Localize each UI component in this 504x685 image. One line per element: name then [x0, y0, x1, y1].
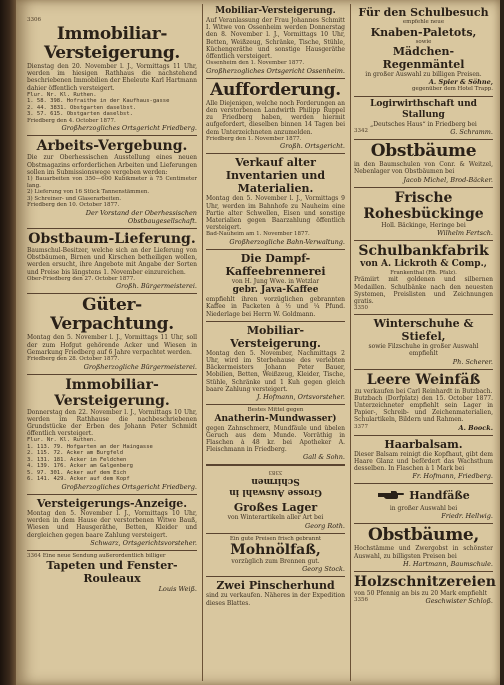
- ad-schulbankfabrik: [354, 241, 493, 315]
- ad-signature: Louis Weiß.: [158, 585, 197, 594]
- ad-body: von Winterartikeln aller Art bei: [227, 514, 324, 522]
- column-left: [24, 4, 200, 681]
- ad-holzschnitzereien: [354, 572, 496, 608]
- ad-place: Frankenthal (Rh. Pfalz).: [390, 269, 457, 276]
- ad-body: Alle Diejenigen, welche noch Forderungen an den verstorbenen Landwirth Philipp Ruppel zu Friedberg haben, werden hiermit aufgefordert, dieselben binnen 14 Tagen bei dem Unterzeichneten anzumelden.: [206, 99, 345, 136]
- ad-body: sind zu verkaufen. Näheres in der Expedition dieses Blattes.: [206, 592, 345, 607]
- ad-signature: Großherzogliches Ortsgericht Ossenheim.: [206, 66, 345, 75]
- ad-title: Die Dampf-Kaffeebrennerei: [225, 252, 326, 279]
- ad-title: Mobiliar-Versteigerung.: [215, 6, 336, 16]
- ad-mid: sowie: [415, 38, 432, 45]
- ad-signature: Gall & Sohn.: [303, 453, 345, 462]
- ad-leere-weinfaess: [354, 370, 493, 436]
- ad-title: Leere Weinfäß: [366, 371, 481, 388]
- ad-signature: Schwarz, Ortsgerichtsvorsteher.: [90, 538, 197, 547]
- ad-obstbaeume-1: [354, 140, 493, 187]
- ad-signature: Großherzogliche Bahn-Verwaltung.: [229, 238, 345, 247]
- ad-item: Knaben-Paletots,: [370, 25, 477, 39]
- ad-body: Montag den 5. November, Nachmittags 2 Uhr, wird im Sterbehause des verlebten Bäckermeisters Johann Peter Bauer, Mobilien, Betten, Weißzeug, Kleider, Tische, Stühle, Schränke und 1 Kuh gegen gleich baare Zahlung versteigert.: [206, 349, 345, 393]
- ad-rohesbueckinge: [354, 188, 493, 241]
- ad-title: Zwei Pinscherhund: [216, 579, 335, 593]
- ad-mobiliar-versteigerung-2: [206, 322, 345, 405]
- ad-title: Großes Lager: [233, 501, 318, 515]
- ad-signature: J. Hofmann, Ortsvorsteher.: [256, 393, 345, 402]
- ad-title: Aufforderung.: [210, 79, 341, 100]
- ad-winterschuhe: [354, 315, 493, 369]
- ad-item: 1) Bauarbeiten von 350—600 Kubikmeter à 75 Centimeter lang.: [27, 176, 197, 189]
- ad-title: Obstbäume: [370, 141, 477, 162]
- ad-title: Obstbaum-Lieferung.: [28, 230, 196, 247]
- ad-haarbalsam: [354, 436, 493, 485]
- ad-title: Schulbankfabrik: [358, 242, 489, 259]
- ad-title: Mohnölfaß,: [230, 542, 321, 559]
- ad-date: Friedberg den 4. October 1877.: [27, 117, 116, 124]
- ad-signature: Großherzogliches Ortsgericht Friedberg.: [61, 482, 197, 491]
- ad-title: Güter-Verpachtung.: [50, 295, 174, 335]
- ad-body: sowie Filzschuhe in großer Auswahl empfiehlt: [368, 343, 479, 358]
- lot-line: 2. 44. 3831. Obstgarten daselbst.: [27, 104, 137, 111]
- ad-signature: Jacob Michel, Brod-Bäcker.: [403, 175, 493, 184]
- ad-title: Obstbäume,: [367, 525, 480, 546]
- ad-intro: Bestes Mittel gegen: [247, 407, 304, 414]
- ad-signature: Wilhelm Fertsch.: [436, 228, 493, 237]
- ad-subtitle: von H. Jung Wwe. in Wetzlar: [231, 278, 320, 286]
- ad-verkauf-inventarien: [206, 154, 345, 250]
- ad-body: Montag den 5. November l. J., Vormittags 11 Uhr, soll der zum Hofgut gehörende Acker und Wiesen in Gemarkung Friedberg auf 6 Jahre verpachtet werden.: [27, 334, 197, 356]
- ad-item: 3) Schreiner- und Glaserarbeiten.: [27, 195, 122, 202]
- ad-mohnoel: [206, 534, 345, 578]
- ad-title: Immobiliar-Versteigerung.: [43, 24, 181, 63]
- lot-line: 4. 139. 176. Acker am Galgenberg: [27, 463, 133, 470]
- ad-body: Auf Veranlassung der Frau Johannes Schmitt I. Witwe von Ossenheim werden Donnerstag den 8. November l. J., Vormittags 10 Uhr, Betten, Weißzeug, Schränke, Tische, Stühle, Küchengeräthe und sonstige Hausgeräthe öffentlich versteigert.: [206, 17, 345, 61]
- ad-title: Anatherin-Mundwasser): [214, 413, 337, 424]
- ad-upside-down: [206, 465, 345, 499]
- ad-versteigerungs-anzeige: [27, 495, 197, 551]
- ad-arbeits-vergebung: [27, 136, 197, 229]
- ad-title: Für den Schulbesuch: [358, 6, 489, 19]
- ad-number: 3342: [354, 128, 368, 135]
- ad-body: Die zur Oberhessischen Ausstellung eines neuen Obstmagazins erforderlichen Arbeiten und Lieferungen sollen im Submissionswege vergeben werden:: [27, 154, 197, 176]
- lot-line: 1. 58. 398. Hofraithe in der Kaufhaus-gasse: [27, 98, 170, 105]
- ad-number: 3350: [354, 305, 368, 312]
- ad-body: von 50 Pfennig an bis zu 20 Mark empfiehlt: [354, 589, 488, 597]
- lot-line: 3. 57. 615. Obstgarten daselbst.: [27, 111, 133, 118]
- ad-intro-text: Eine neue Sendung außerordentlich billiger: [42, 552, 166, 559]
- ad-title: Handfäße: [409, 489, 470, 503]
- column-right: [350, 4, 496, 681]
- ad-title: Tapeten und Fenster-Rouleaux: [46, 559, 178, 586]
- ad-signature: Ph. Scherer.: [452, 357, 493, 366]
- ad-item: Mädchen-Regenmäntel: [382, 45, 465, 72]
- ad-signature: G. Schramm.: [450, 128, 493, 137]
- ad-body: Prämiirt mit goldenen und silbernen Medaillen. Schulbänke nach den neuesten Systemen, Preislisten und Zeichnungen gratis.: [354, 276, 493, 305]
- ad-number: 3306: [27, 17, 41, 23]
- ad-number: 3364: [27, 552, 41, 559]
- ad-signature: Großh. Bürgermeisterei.: [115, 282, 197, 291]
- ad-intro: [27, 553, 197, 560]
- ad-body-2: Butzbach (Dorfplatz) den 15. October 1877. Unterzeichneter empfiehlt sein Lager in Papier-, Schreib- und Zeichenmaterialien, Schulartikeln, Bildern und Rahmen.: [354, 394, 493, 424]
- lot-line: Flur. Nr. Kl. Ruthen.: [27, 91, 97, 98]
- ad-subtitle: von A. Lickroth & Comp.,: [360, 258, 487, 269]
- ad-title: Holzschnitzereien: [354, 573, 496, 590]
- lot-line: 2. 115. 72. Acker am Burgfeld: [27, 450, 124, 457]
- ad-body: in den Baumschulen von Conr. & Weitzel, Nebenlager von Obstbäumen bei: [354, 161, 493, 176]
- ad-date: Bad-Nauheim am 1. November 1877.: [206, 231, 310, 238]
- ad-date: Ober-Friedberg den 27. October 1877.: [27, 275, 135, 282]
- ad-title: Winterschuhe & Stiefel,: [373, 317, 474, 344]
- ad-body: Baumschul-Besitzer, welche sich an der Lieferung von Obstbäumen, Birnen und Kirschen betheiligen wollen, werden ersucht, ihre Angebote mit Angabe der Sorten und Preise bis längstens 1. November einzureichen.: [27, 246, 197, 276]
- book-binding: [0, 0, 16, 685]
- ad-body: „Deutsches Haus“ in Friedberg bei: [370, 120, 477, 128]
- ad-signature: Fr. Hofmann, Friedberg.: [412, 472, 493, 481]
- ad-signature: Geschwister Schloß.: [425, 597, 493, 606]
- ad-body: Dieser Balsam reinigt die Kopfhaut, gibt dem Haare Glanz und befördert das Wachsthum desselben. In Flaschen à 1 Mark bei: [354, 450, 493, 473]
- ad-immobiliar-versteigerung-1: [27, 4, 197, 136]
- ad-signature: Großherzogliche Bürgermeisterei.: [83, 362, 197, 371]
- ad-gueter-verpachtung: [27, 294, 197, 374]
- ad-number: 3377: [354, 423, 368, 430]
- ad-handfaesse: [354, 484, 493, 524]
- ad-anatherin: [206, 405, 345, 465]
- ad-title: Frische Rohesbückinge: [363, 189, 484, 222]
- ad-tapeten: [27, 551, 197, 597]
- ad-mobiliar-versteigerung-1: [206, 4, 345, 79]
- newspaper-page: [16, 0, 500, 685]
- ad-footer: [354, 424, 493, 432]
- ad-immobiliar-versteigerung-2: [27, 375, 197, 495]
- ad-obstbaum-lieferung: [27, 229, 197, 294]
- ad-item: gebr. Java-Kaffee: [232, 285, 319, 296]
- ad-title: Arbeits-Vergebung.: [36, 138, 188, 155]
- ad-signature: A. Spier & Söhne,: [428, 78, 493, 87]
- ad-body: Holl. Bäckinge, Heringe bei: [381, 221, 466, 229]
- ad-title: Verkauf alter Inventarien und Materialien.: [225, 156, 326, 196]
- ad-signature: Der Vorstand der Oberhessischen Obstbaugesellschaft.: [85, 208, 197, 225]
- ad-logirwirthschaft: [354, 97, 493, 140]
- ad-obstbaeume-2: [354, 524, 493, 571]
- ad-body: empfiehlt ihren vorzüglichen gebrannten Kaffee in Packeten à ½ und ¼ Pfund. Niederlage bei Herrn W. Goldmann.: [206, 296, 345, 318]
- ad-title-row: [354, 486, 493, 505]
- lot-line: 1. 113. 79. Hofgarten an der Haingasse: [27, 443, 153, 450]
- ad-body: Donnerstag den 22. November l. J., Vormittags 10 Uhr, werden im Rathhause die nachbeschriebenen Grundstücke der Erben des Johann Peter Schmidt öffentlich versteigert.: [27, 408, 197, 438]
- ad-body: Hochstämme und Zwergobst in schönster Auswahl, zu billigsten Preisen bei: [354, 545, 493, 560]
- ad-intro: Ein gute Preisen frisch gebrannt: [229, 535, 322, 542]
- lot-line: Flur. Nr. Kl. Ruthen.: [27, 437, 97, 444]
- ad-title: Haarbalsam.: [384, 437, 463, 451]
- ad-number: 3383: [268, 469, 283, 476]
- ad-body: Dienstag den 20. November l. J., Vormittags 11 Uhr, werden im hiesigen Rathhaus die nachstehend beschriebenen Immobilien der Eheleute Karl Hartmann dahier öffentlich versteigert.: [27, 63, 197, 92]
- lot-line: 6. 141. 429. Acker auf dem Kopf: [27, 476, 130, 483]
- ad-grosses-lager: [206, 499, 345, 533]
- ad-footer: [354, 128, 493, 136]
- ad-signature: Georg Stock.: [302, 565, 345, 574]
- ad-pre: empfehle neue: [402, 19, 445, 25]
- ad-body: in großer Auswahl bei: [389, 505, 458, 513]
- ad-body: in großer Auswahl zu billigen Preisen.: [365, 71, 482, 79]
- ad-signature: Großherzogliches Ortsgericht Friedberg.: [61, 124, 197, 133]
- ad-date: Friedberg den 28. October 1877.: [27, 356, 120, 362]
- ad-signature: Georg Roth.: [305, 521, 345, 530]
- ad-body: zu verkaufen bei Carl Reinhardt in Butzbach.: [354, 387, 493, 395]
- ad-signature: H. Hartmann, Baumschule.: [403, 559, 493, 568]
- ad-signature: A. Boock.: [458, 423, 493, 432]
- ad-title: Versteigerungs-Anzeige.: [36, 496, 188, 510]
- ad-title: Immobiliar-Versteigerung.: [54, 376, 170, 409]
- ad-body: Montag den 5. November l. J., Vormittags 10 Uhr, werden in dem Hause der verstorbenen Witwe Bauß, Wiesen und Hausgeräthe, Betten, Kleider und dergleichen gegen baare Zahlung versteigert.: [27, 509, 197, 539]
- ad-body: vorzüglich zum Brennen gut.: [231, 558, 320, 566]
- ad-kaffeebrennerei: [206, 250, 345, 322]
- ad-signature: Friedr. Hellwig.: [441, 512, 493, 521]
- ad-date: Friedberg den 1. November 1877.: [206, 135, 302, 142]
- ad-footer: [354, 597, 493, 605]
- ad-date: Friedberg den 10. October 1877.: [27, 202, 120, 209]
- ad-address: gegenüber dem Hotel Trapp.: [412, 86, 493, 93]
- ad-aufforderung: [206, 79, 345, 155]
- lot-line: 5. 97. 301. Acker auf dem Eich: [27, 469, 127, 476]
- ad-number: 3356: [354, 597, 368, 604]
- column-middle: [202, 4, 348, 681]
- ad-signature: Großh. Ortsgericht.: [280, 142, 345, 151]
- ad-body: Montag den 5. November l. J., Vormittags 9 Uhr, werden im Bahnhofe zu Nauheim eine Partie alter Schwellen, Eisen und sonstige Materialien gegen Baarzahlung öffentlich versteigert.: [206, 195, 345, 232]
- pointing-hand-icon: [377, 486, 405, 505]
- ad-title: Mobiliar-Versteigerung.: [230, 323, 321, 350]
- ad-title: Grosse Auswahl in Schirmen: [229, 476, 322, 498]
- ad-body: gegen Zahnschmerz, Mundfäule und übelen Geruch aus dem Munde. Vorräthig in Flaschen à 48 kr. bei Apotheker A. Fleischmann in Friedberg.: [206, 424, 345, 454]
- lot-line: 3. 131. 181. Acker im Feldchen: [27, 456, 127, 463]
- ad-date: Ossenheim den 1. November 1877.: [206, 60, 305, 67]
- ad-schulbesuch: [354, 4, 493, 97]
- ad-item: 2) Lieferung von 16 Stück Tannenstämmen.: [27, 189, 150, 196]
- ad-pinscher: [206, 577, 345, 609]
- ad-title: Logirwirthschaft und Stallung: [370, 98, 477, 120]
